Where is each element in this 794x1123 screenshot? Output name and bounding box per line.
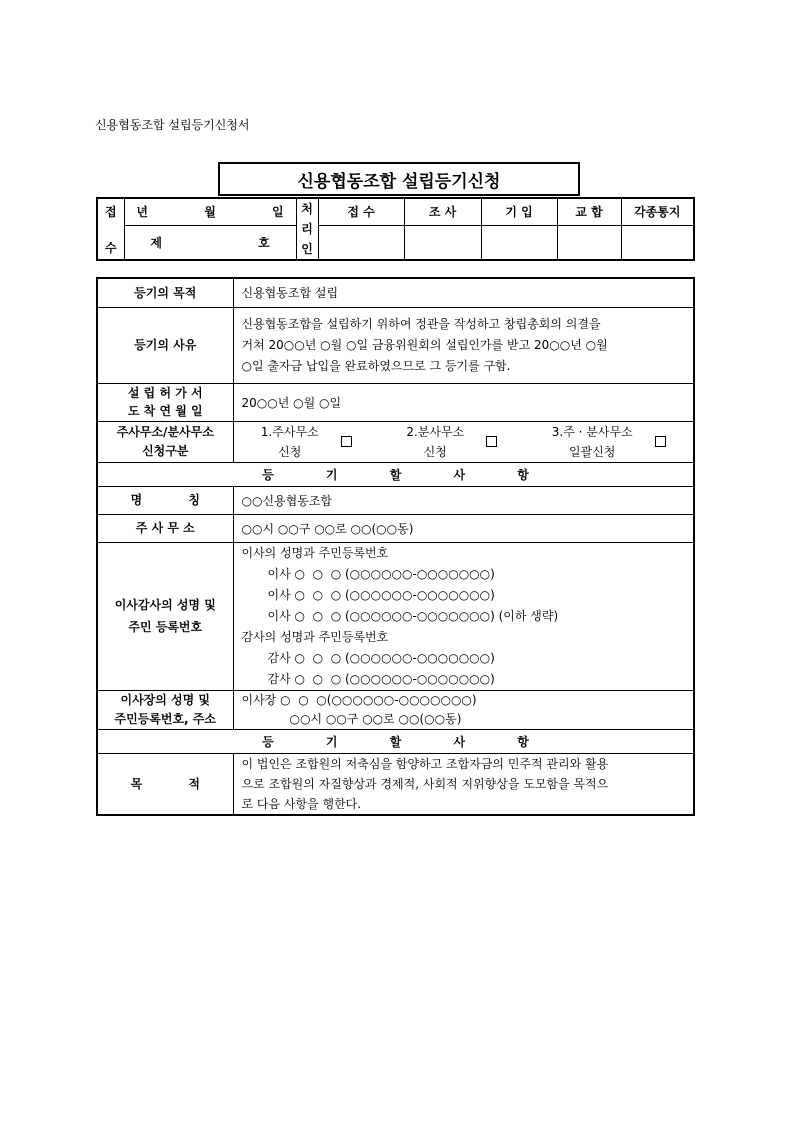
directors-value bbox=[233, 542, 694, 690]
chairman-label-line-1: 이사장의 성명 및 bbox=[120, 692, 210, 707]
col-collation: 교 합 bbox=[557, 198, 621, 225]
objective-row bbox=[97, 753, 694, 815]
directors-label-line-1: 이사감사의 성명 및 bbox=[114, 598, 216, 612]
director-row: 이사 ○ ○ ○ (○○○○○○-○○○○○○○) (이하 생략) bbox=[267, 608, 559, 623]
chairman-line-2: ○○시 ○○구 ○○로 ○○(○○동) bbox=[289, 711, 462, 726]
reason-value bbox=[233, 307, 694, 383]
office-type-label-line-1: 주사무소/분사무소 bbox=[116, 424, 214, 439]
section-char: 사 bbox=[453, 734, 466, 749]
col-notices: 각종통지 bbox=[621, 198, 694, 225]
processor-char-1: 처 bbox=[301, 202, 313, 216]
section-header-row-2 bbox=[97, 729, 694, 753]
option-main-office-line-2: 신청 bbox=[278, 444, 302, 459]
objective-label: 목 적 bbox=[97, 753, 233, 815]
chairman-row bbox=[97, 690, 694, 729]
name-label: 명 칭 bbox=[97, 486, 233, 514]
office-type-options bbox=[233, 421, 694, 462]
section-header-2 bbox=[97, 729, 694, 753]
director-row: 이사 ○ ○ ○ (○○○○○○-○○○○○○○) bbox=[267, 587, 495, 602]
name-value: ○○신용협동조합 bbox=[233, 486, 694, 514]
name-row bbox=[97, 486, 694, 514]
option-combined-office-line-2: 일괄신청 bbox=[569, 444, 616, 459]
directors-label bbox=[97, 542, 233, 690]
section-char: 항 bbox=[517, 467, 529, 482]
purpose-row bbox=[97, 278, 694, 307]
col-reception: 접 수 bbox=[318, 198, 404, 225]
day-label: 일 bbox=[271, 205, 284, 220]
form-title: 신용협동조합 설립등기신청 bbox=[218, 162, 580, 196]
section-char: 할 bbox=[389, 734, 402, 749]
option-branch-office-line-1: 2.분사무소 bbox=[406, 424, 465, 439]
chairman-label-line-2: 주민등록번호, 주소 bbox=[114, 711, 216, 726]
registration-form-table bbox=[96, 277, 695, 816]
option-main-office-line-1: 1.주사무소 bbox=[260, 424, 319, 439]
approval-date-label-line-2: 도 착 연 월 일 bbox=[127, 404, 203, 418]
reason-line-1: 신용협동조합을 설립하기 위하여 정관을 작성하고 창립총회의 의결을 bbox=[241, 316, 601, 331]
director-heading: 이사의 성명과 주민등록번호 bbox=[241, 545, 389, 560]
col-inspection: 조 사 bbox=[404, 198, 481, 225]
blank-entry bbox=[481, 225, 557, 260]
section-char: 등 bbox=[262, 734, 274, 749]
reason-label: 등기의 사유 bbox=[97, 307, 233, 383]
option-main-office[interactable] bbox=[261, 422, 352, 462]
blank-inspection bbox=[404, 225, 481, 260]
checkbox-branch-office[interactable] bbox=[486, 436, 497, 447]
year-label: 년 bbox=[136, 205, 149, 220]
date-cell bbox=[124, 198, 296, 225]
chairman-label bbox=[97, 690, 233, 729]
section-char: 기 bbox=[325, 734, 338, 749]
chairman-line-1: 이사장 ○ ○ ○(○○○○○○-○○○○○○○) bbox=[241, 692, 477, 707]
number-cell bbox=[124, 225, 296, 260]
option-combined-office[interactable] bbox=[552, 422, 666, 462]
col-entry: 기 입 bbox=[481, 198, 557, 225]
option-branch-office-line-2: 신청 bbox=[423, 444, 447, 459]
blank-notices bbox=[621, 225, 694, 260]
directors-label-line-2: 주민 등록번호 bbox=[128, 620, 203, 634]
reception-cell bbox=[97, 198, 124, 260]
number-suffix: 호 bbox=[258, 235, 270, 250]
document-label: 신용협동조합 설립등기신청서 bbox=[95, 118, 250, 132]
checkbox-main-office[interactable] bbox=[341, 436, 352, 447]
section-char: 기 bbox=[325, 467, 338, 482]
approval-date-row bbox=[97, 383, 694, 421]
main-office-label: 주 사 무 소 bbox=[97, 514, 233, 542]
purpose-value: 신용협동조합 설립 bbox=[233, 278, 694, 307]
month-label: 월 bbox=[204, 205, 216, 220]
number-prefix: 제 bbox=[150, 235, 162, 250]
section-char: 할 bbox=[389, 467, 402, 482]
checkbox-combined-office[interactable] bbox=[655, 436, 666, 447]
option-branch-office[interactable] bbox=[406, 422, 497, 462]
processor-char-3: 인 bbox=[301, 242, 313, 256]
reason-line-2: 거쳐 20○○년 ○월 ○일 금융위원회의 설립인가를 받고 20○○년 ○월 bbox=[241, 337, 608, 352]
objective-value bbox=[233, 753, 694, 815]
objective-line-1: 이 법인은 조합원의 저축심을 함양하고 조합자금의 민주적 관리와 활용 bbox=[241, 756, 609, 771]
auditor-row: 감사 ○ ○ ○ (○○○○○○-○○○○○○○) bbox=[267, 650, 495, 665]
main-office-value: ○○시 ○○구 ○○로 ○○(○○동) bbox=[233, 514, 694, 542]
section-char: 등 bbox=[262, 467, 274, 482]
objective-line-3: 로 다음 사항을 행한다. bbox=[241, 796, 362, 811]
blank-reception bbox=[318, 225, 404, 260]
reception-table bbox=[96, 197, 695, 261]
objective-line-2: 으로 조합원의 자질향상과 경제적, 사회적 지위향상을 도모함을 목적으 bbox=[241, 776, 609, 791]
office-type-label bbox=[97, 421, 233, 462]
directors-row bbox=[97, 542, 694, 690]
section-char: 사 bbox=[453, 467, 466, 482]
auditor-row: 감사 ○ ○ ○ (○○○○○○-○○○○○○○) bbox=[267, 671, 495, 686]
processor-cell bbox=[296, 198, 318, 260]
approval-date-label-line-1: 설 립 허 가 서 bbox=[127, 386, 203, 400]
reason-line-3: ○일 출자금 납입을 완료하였으므로 그 등기를 구함. bbox=[241, 358, 511, 373]
reception-label-bottom: 수 bbox=[104, 241, 117, 255]
purpose-label: 등기의 목적 bbox=[97, 278, 233, 307]
section-char: 항 bbox=[517, 734, 529, 749]
office-type-label-line-2: 신청구분 bbox=[142, 443, 189, 458]
approval-date-label bbox=[97, 383, 233, 421]
blank-collation bbox=[557, 225, 621, 260]
reception-label-top: 접 bbox=[104, 205, 117, 219]
office-type-row bbox=[97, 421, 694, 462]
auditor-heading: 감사의 성명과 주민등록번호 bbox=[241, 629, 389, 644]
main-office-row bbox=[97, 514, 694, 542]
reason-row bbox=[97, 307, 694, 383]
approval-date-value: 20○○년 ○월 ○일 bbox=[233, 383, 694, 421]
chairman-value bbox=[233, 690, 694, 729]
section-header-row-1 bbox=[97, 462, 694, 486]
processor-char-2: 리 bbox=[301, 222, 313, 236]
director-row: 이사 ○ ○ ○ (○○○○○○-○○○○○○○) bbox=[267, 566, 495, 581]
section-header-1 bbox=[97, 462, 694, 486]
option-combined-office-line-1: 3.주 · 분사무소 bbox=[551, 424, 633, 439]
